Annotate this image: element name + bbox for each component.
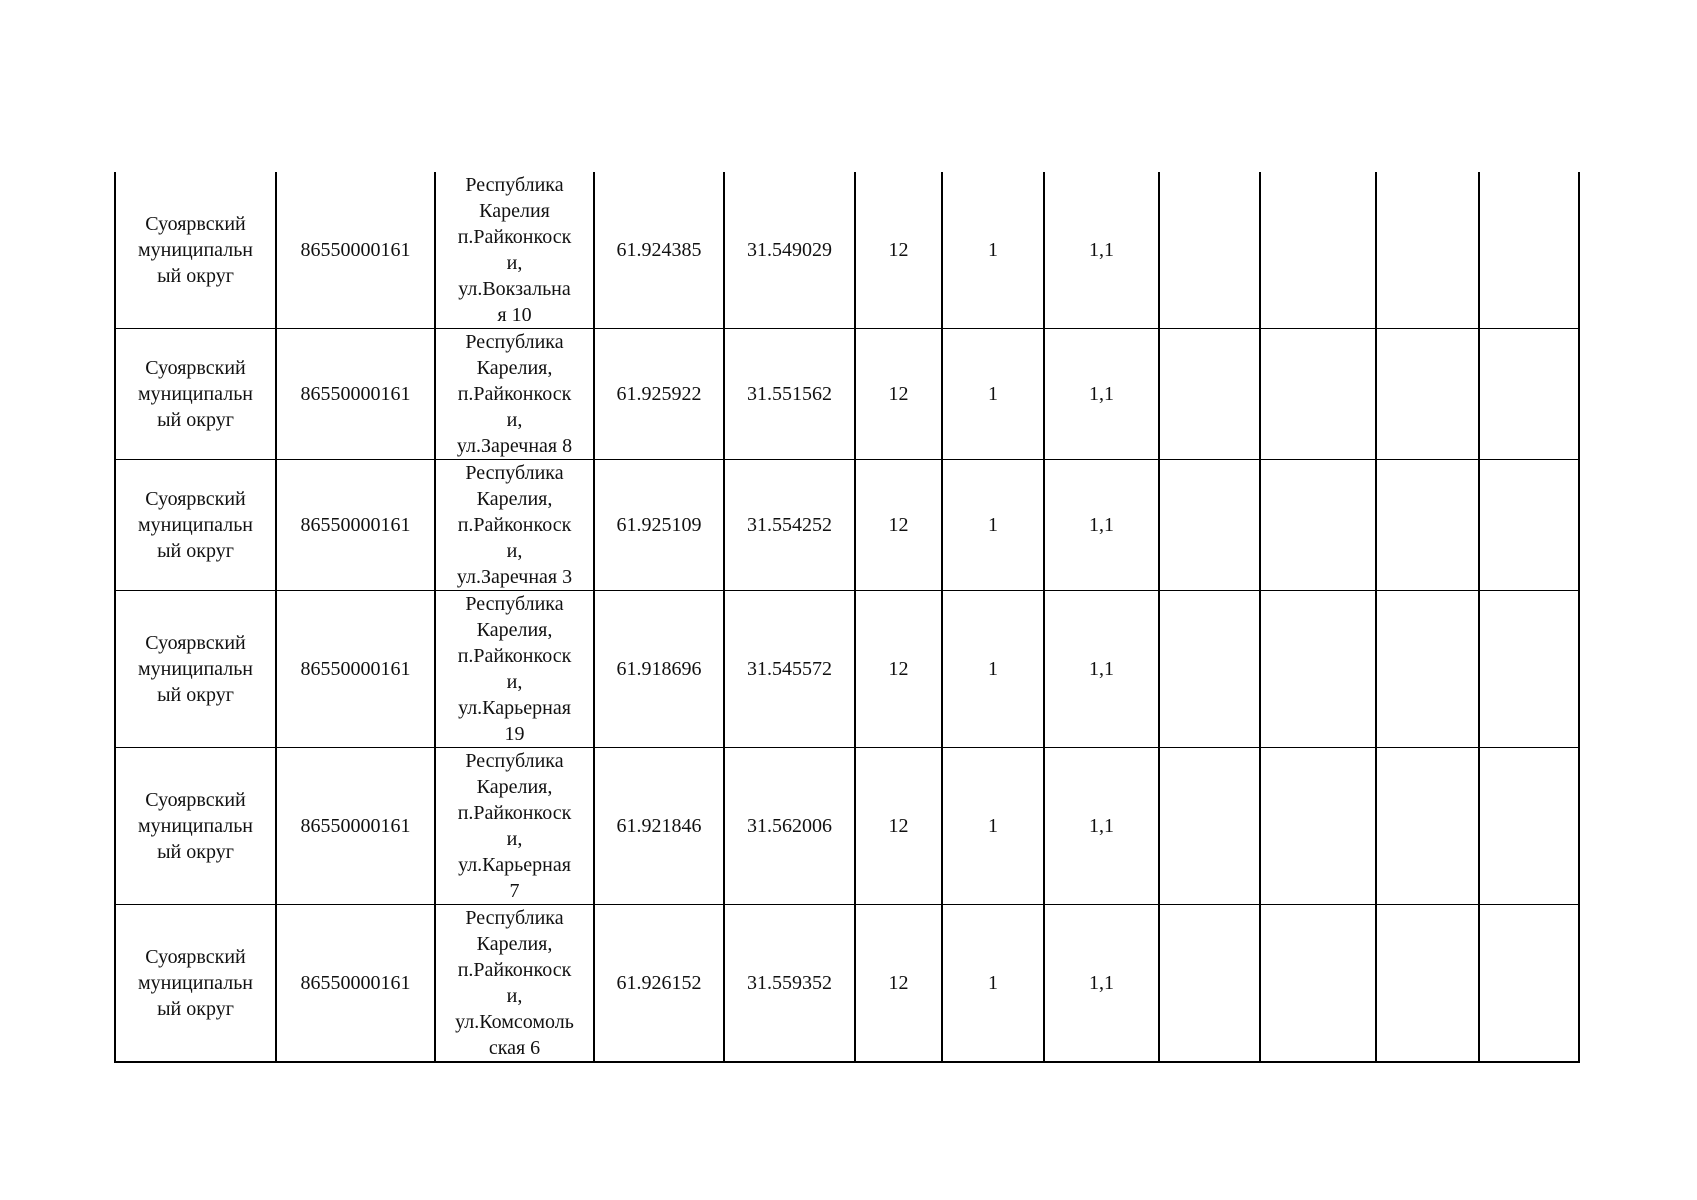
empty-cell [1159, 460, 1260, 591]
empty-cell [1260, 329, 1376, 460]
table-row [115, 172, 1579, 329]
empty-cell [1159, 748, 1260, 905]
value-cell: 12 [855, 905, 942, 1063]
oktmo-cell: 86550000161 [276, 329, 435, 460]
table-row [115, 329, 1579, 460]
address-cell: Республика Карелия, п.Райконкоск и, ул.Заречная 3 [435, 460, 594, 591]
value-cell: 1,1 [1044, 591, 1159, 748]
address-cell: Республика Карелия, п.Райконкоск и, ул.Комсомоль ская 6 [435, 905, 594, 1063]
value-cell: 12 [855, 172, 942, 329]
value-cell: 1,1 [1044, 460, 1159, 591]
empty-cell [1479, 905, 1579, 1063]
value-cell: 12 [855, 748, 942, 905]
oktmo-cell: 86550000161 [276, 748, 435, 905]
empty-cell [1260, 172, 1376, 329]
empty-cell [1376, 329, 1479, 460]
empty-cell [1479, 172, 1579, 329]
district-cell: Суоярвский муниципальн ый округ [115, 591, 276, 748]
address-cell: Республика Карелия п.Райконкоск и, ул.Вокзальна я 10 [435, 172, 594, 329]
value-cell: 12 [855, 591, 942, 748]
registry-table [114, 172, 1580, 1063]
value-cell: 12 [855, 460, 942, 591]
value-cell: 1 [942, 591, 1044, 748]
longitude-cell: 31.551562 [724, 329, 855, 460]
address-cell: Республика Карелия, п.Райконкоск и, ул.Заречная 8 [435, 329, 594, 460]
empty-cell [1159, 905, 1260, 1063]
empty-cell [1376, 172, 1479, 329]
oktmo-cell: 86550000161 [276, 172, 435, 329]
latitude-cell: 61.924385 [594, 172, 724, 329]
value-cell: 1 [942, 905, 1044, 1063]
empty-cell [1159, 329, 1260, 460]
value-cell: 1 [942, 329, 1044, 460]
longitude-cell: 31.545572 [724, 591, 855, 748]
longitude-cell: 31.562006 [724, 748, 855, 905]
district-cell: Суоярвский муниципальн ый округ [115, 329, 276, 460]
value-cell: 1 [942, 748, 1044, 905]
value-cell: 1,1 [1044, 329, 1159, 460]
empty-cell [1260, 460, 1376, 591]
table-row [115, 460, 1579, 591]
address-cell: Республика Карелия, п.Райконкоск и, ул.Карьерная 7 [435, 748, 594, 905]
latitude-cell: 61.918696 [594, 591, 724, 748]
empty-cell [1479, 460, 1579, 591]
district-cell: Суоярвский муниципальн ый округ [115, 748, 276, 905]
empty-cell [1376, 591, 1479, 748]
oktmo-cell: 86550000161 [276, 591, 435, 748]
district-cell: Суоярвский муниципальн ый округ [115, 905, 276, 1063]
latitude-cell: 61.921846 [594, 748, 724, 905]
table-row [115, 591, 1579, 748]
empty-cell [1479, 329, 1579, 460]
empty-cell [1479, 591, 1579, 748]
value-cell: 1,1 [1044, 172, 1159, 329]
address-cell: Республика Карелия, п.Райконкоск и, ул.Карьерная 19 [435, 591, 594, 748]
district-cell: Суоярвский муниципальн ый округ [115, 172, 276, 329]
oktmo-cell: 86550000161 [276, 905, 435, 1063]
empty-cell [1376, 905, 1479, 1063]
empty-cell [1159, 591, 1260, 748]
empty-cell [1260, 591, 1376, 748]
table-row [115, 905, 1579, 1063]
value-cell: 1 [942, 172, 1044, 329]
value-cell: 1,1 [1044, 905, 1159, 1063]
table-row [115, 748, 1579, 905]
empty-cell [1376, 460, 1479, 591]
oktmo-cell: 86550000161 [276, 460, 435, 591]
value-cell: 12 [855, 329, 942, 460]
empty-cell [1260, 748, 1376, 905]
latitude-cell: 61.926152 [594, 905, 724, 1063]
empty-cell [1376, 748, 1479, 905]
latitude-cell: 61.925922 [594, 329, 724, 460]
longitude-cell: 31.559352 [724, 905, 855, 1063]
longitude-cell: 31.554252 [724, 460, 855, 591]
latitude-cell: 61.925109 [594, 460, 724, 591]
district-cell: Суоярвский муниципальн ый округ [115, 460, 276, 591]
empty-cell [1260, 905, 1376, 1063]
longitude-cell: 31.549029 [724, 172, 855, 329]
value-cell: 1,1 [1044, 748, 1159, 905]
value-cell: 1 [942, 460, 1044, 591]
empty-cell [1159, 172, 1260, 329]
empty-cell [1479, 748, 1579, 905]
